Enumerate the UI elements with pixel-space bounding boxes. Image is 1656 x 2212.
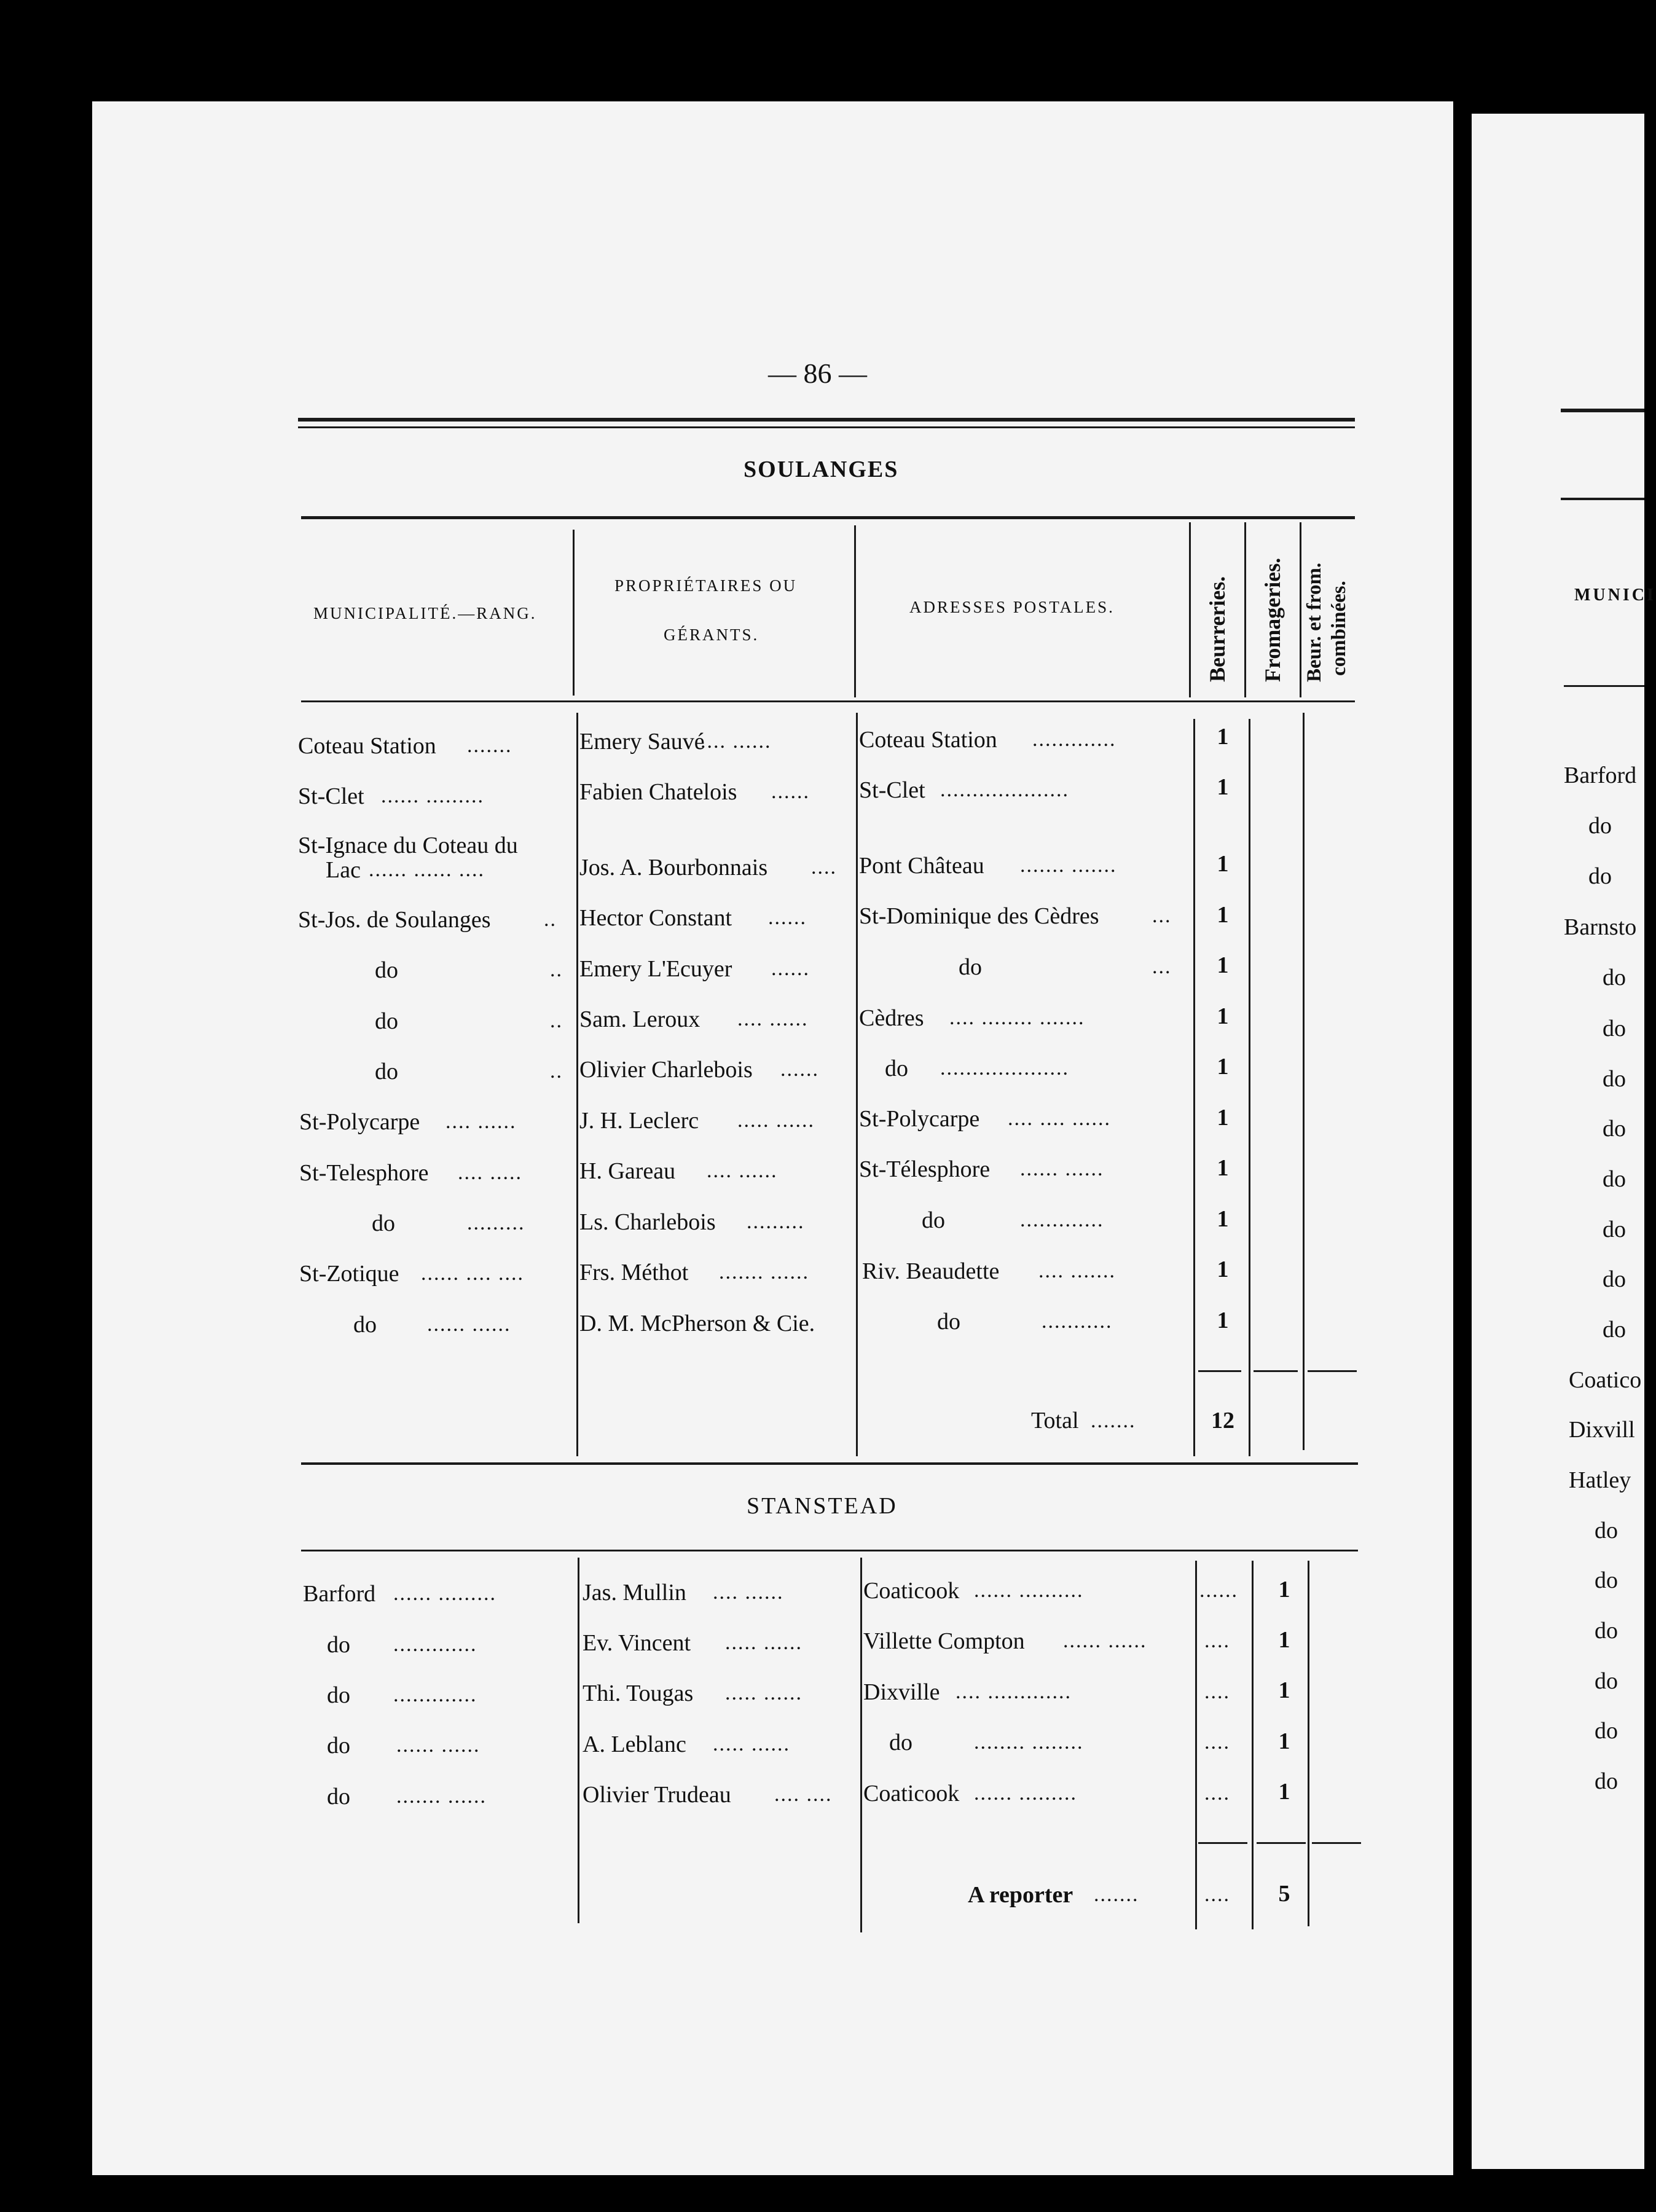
cell-adresse: do [922, 1207, 945, 1233]
leader-dots: ...... [771, 780, 810, 803]
leader-dots: ....... [467, 734, 512, 757]
cell-adresse: St-Dominique des Cèdres [859, 903, 1099, 929]
cell-proprietaire: Olivier Trudeau [583, 1782, 731, 1808]
leader-dots: ....... ...... [719, 1261, 809, 1284]
leader-dots: .... ............. [956, 1681, 1072, 1703]
facing-entry: do [1595, 1567, 1618, 1593]
leader-dots: ............. [393, 1684, 477, 1706]
leader-dots: ...... ......... [974, 1782, 1077, 1805]
cell-beurreries: 1 [1217, 1308, 1229, 1333]
cell-municipalite-cont: Lac [326, 857, 361, 883]
cell-beurreries: 1 [1217, 902, 1229, 928]
cell-municipalite: Coteau Station [298, 733, 436, 759]
leader-dots: .... [1204, 1883, 1230, 1906]
cell-beurreries: 1 [1217, 1155, 1229, 1181]
facing-entry: do [1603, 1066, 1626, 1092]
col-divider-2 [854, 525, 856, 697]
facing-entry: do [1595, 1518, 1618, 1543]
cell-proprietaire: A. Leblanc [583, 1732, 686, 1757]
cell-adresse: do [959, 954, 982, 980]
facing-entry: do [1603, 1016, 1626, 1041]
leader-dots: ...... .......... [974, 1579, 1084, 1602]
facing-entry: do [1603, 1266, 1626, 1292]
leader-dots: ...... [768, 906, 807, 929]
cell-beurreries: 1 [1217, 1054, 1229, 1080]
body-divider-1 [576, 713, 578, 1456]
facing-header: MUNICI [1574, 586, 1656, 605]
header-fromageries: Fromageries. [1260, 557, 1285, 682]
header-combinees-2: combinées. [1328, 581, 1350, 676]
col-divider-1 [573, 530, 575, 696]
section-divider [301, 1462, 1358, 1465]
cell-proprietaire: Jos. A. Bourbonnais [579, 855, 768, 880]
cell-proprietaire: Fabien Chatelois [579, 779, 737, 805]
leader-dots: ...... ......... [393, 1582, 496, 1605]
page-number: — 86 — [768, 358, 867, 389]
leader-dots: ........ ........ [974, 1731, 1084, 1754]
leader-dots: .... ........ ....... [949, 1006, 1085, 1029]
cell-beurreries: 1 [1217, 774, 1229, 800]
facing-entry: Barnsto [1564, 914, 1637, 940]
header-adresses: ADRESSES POSTALES. [909, 598, 1115, 616]
cell-adresse: Cèdres [859, 1005, 924, 1031]
cell-municipalite: do [375, 1008, 398, 1034]
leader-dots: .... ...... [700, 730, 772, 753]
cell-proprietaire: Ev. Vincent [583, 1630, 691, 1656]
facing-entry: do [1603, 1317, 1626, 1343]
cell-municipalite: Barford [303, 1581, 376, 1607]
cell-beurreries: 1 [1217, 1003, 1229, 1029]
facing-header-bottom [1564, 685, 1644, 687]
leader-dots: .... [1204, 1731, 1230, 1754]
leader-dots: .... ...... [737, 1008, 809, 1030]
cell-proprietaire: H. Gareau [579, 1158, 676, 1184]
leader-dots: .. [550, 1010, 563, 1032]
leader-dots: ...... [1199, 1579, 1238, 1602]
cell-municipalite: do [327, 1733, 350, 1759]
header-beurreries: Beurreries. [1205, 576, 1230, 682]
leader-dots: ...... ...... [396, 1734, 481, 1757]
leader-dots: ..... ...... [725, 1682, 802, 1704]
leader-dots: ...... ...... [1063, 1630, 1147, 1652]
st-divider-4 [1252, 1561, 1254, 1929]
leader-dots: .... ..... [458, 1161, 522, 1184]
carry-rule-1 [1198, 1842, 1247, 1844]
leader-dots: .................... [940, 1057, 1069, 1080]
header-proprietaires-line2: GÉRANTS. [664, 626, 759, 644]
cell-municipalite: St-Telesphore [299, 1160, 429, 1186]
facing-entry: do [1603, 1217, 1626, 1242]
cell-proprietaire: J. H. Leclerc [579, 1108, 699, 1134]
facing-entry: do [1603, 1166, 1626, 1192]
carry-fromageries: 5 [1278, 1881, 1290, 1907]
cell-adresse: Dixville [863, 1679, 940, 1705]
top-rule-thin [298, 426, 1355, 428]
leader-dots: .... ...... [713, 1581, 784, 1604]
cell-proprietaire: Thi. Tougas [583, 1681, 694, 1706]
facing-entry: do [1595, 1718, 1618, 1744]
cell-adresse: Coaticook [863, 1578, 960, 1604]
cell-adresse: do [937, 1309, 960, 1335]
facing-entry: do [1588, 863, 1612, 889]
leader-dots: .... [1204, 1782, 1230, 1805]
cell-fromageries: 1 [1278, 1577, 1290, 1602]
leader-dots: .... .... ...... [1008, 1107, 1111, 1130]
cell-proprietaire: Emery L'Ecuyer [579, 956, 732, 982]
header-bottom-rule [301, 700, 1355, 702]
cell-fromageries: 1 [1278, 1627, 1290, 1653]
body-divider-4 [1249, 719, 1250, 1456]
cell-beurreries: 1 [1217, 1206, 1229, 1232]
cell-adresse: St-Clet [859, 777, 925, 803]
leader-dots: ...... .... .... [421, 1262, 524, 1285]
body-divider-2 [856, 713, 858, 1456]
total-label: Total [1031, 1408, 1079, 1433]
total-rule-fromageries [1254, 1370, 1298, 1372]
cell-adresse: St-Télesphore [859, 1156, 991, 1182]
body-divider-5 [1303, 713, 1305, 1450]
body-divider-3 [1193, 719, 1195, 1456]
leader-dots: ... [1152, 955, 1172, 978]
header-top-rule [301, 516, 1355, 519]
leader-dots: ...... ...... [1020, 1158, 1104, 1180]
cell-beurreries: 1 [1217, 724, 1229, 750]
cell-proprietaire: Ls. Charlebois [579, 1209, 716, 1235]
cell-municipalite: do [353, 1312, 377, 1338]
st-divider-3 [1195, 1561, 1197, 1929]
cell-proprietaire: Sam. Leroux [579, 1006, 700, 1032]
section-title-soulanges: SOULANGES [744, 457, 899, 482]
total-rule-beurreries [1198, 1370, 1241, 1372]
carry-rule-2 [1257, 1842, 1306, 1844]
facing-entry: Coatico [1569, 1367, 1642, 1393]
cell-adresse: Villette Compton [863, 1628, 1025, 1654]
cell-municipalite: do [327, 1784, 350, 1810]
cell-proprietaire: D. M. McPherson & Cie. [579, 1311, 815, 1336]
facing-header-rule [1561, 498, 1644, 500]
facing-entry: Barford [1564, 763, 1637, 788]
st-divider-1 [578, 1558, 579, 1923]
cell-municipalite: St-Jos. de Soulanges [298, 907, 491, 933]
leader-dots: ..... ...... [725, 1631, 802, 1654]
cell-beurreries: 1 [1217, 851, 1229, 877]
col-divider-5 [1300, 522, 1301, 697]
leader-dots: .... [811, 856, 837, 879]
leader-dots: ... [1152, 904, 1172, 927]
col-divider-4 [1244, 522, 1246, 697]
facing-entry: Dixvill [1569, 1417, 1635, 1443]
leader-dots: ...... [780, 1058, 819, 1081]
facing-entry: do [1588, 813, 1612, 839]
leader-dots: .... [1204, 1630, 1230, 1652]
leader-dots: ........... [1042, 1310, 1113, 1333]
leader-dots: ...... ...... .... [369, 858, 485, 881]
cell-adresse: Coteau Station [859, 727, 997, 753]
section-title-stanstead: STANSTEAD [747, 1493, 898, 1519]
cell-beurreries: 1 [1217, 1257, 1229, 1282]
total-beurreries: 12 [1211, 1408, 1234, 1433]
stanstead-top-rule [301, 1550, 1358, 1551]
leader-dots: ............. [1032, 728, 1116, 751]
facing-entry: Hatley [1569, 1467, 1631, 1493]
leader-dots: ....... [1091, 1410, 1136, 1432]
leader-dots: .... ....... [1038, 1260, 1116, 1282]
total-rule-combinees [1308, 1370, 1357, 1372]
col-divider-3 [1189, 522, 1191, 697]
cell-proprietaire: Hector Constant [579, 905, 732, 931]
carry-rule-3 [1312, 1842, 1361, 1844]
cell-municipalite: St-Clet [298, 783, 364, 809]
cell-adresse: do [889, 1730, 912, 1755]
leader-dots: .... [1204, 1681, 1230, 1703]
cell-adresse: do [885, 1056, 908, 1081]
cell-municipalite: do [375, 957, 398, 983]
cell-adresse: St-Polycarpe [859, 1106, 980, 1132]
cell-municipalite: St-Zotique [299, 1261, 399, 1287]
leader-dots: ......... [467, 1212, 525, 1234]
header-combinees-1: Beur. et from. [1303, 562, 1325, 682]
leader-dots: ............. [1020, 1209, 1104, 1231]
leader-dots: ...... ......... [381, 785, 484, 807]
leader-dots: .... ...... [707, 1159, 778, 1182]
header-municipalite: MUNICIPALITÉ.—RANG. [313, 604, 537, 622]
leader-dots: .. [550, 1060, 563, 1083]
cell-proprietaire: Emery Sauvé [579, 729, 705, 755]
cell-municipalite: do [327, 1682, 350, 1708]
leader-dots: ..... ...... [713, 1733, 790, 1755]
leader-dots: .. [550, 959, 563, 981]
facing-entry: do [1603, 965, 1626, 990]
leader-dots: .... .... [774, 1783, 833, 1806]
leader-dots: .. [544, 908, 557, 931]
facing-entry: do [1595, 1618, 1618, 1644]
leader-dots: ......... [747, 1210, 805, 1233]
leader-dots: .................... [940, 779, 1069, 801]
cell-adresse: Pont Château [859, 853, 984, 879]
cell-municipalite: St-Polycarpe [299, 1109, 420, 1135]
cell-proprietaire: Olivier Charlebois [579, 1057, 753, 1083]
cell-municipalite: do [327, 1632, 350, 1658]
facing-entry: do [1603, 1116, 1626, 1142]
top-rule [298, 418, 1355, 422]
header-proprietaires-line1: PROPRIÉTAIRES OU [614, 576, 798, 595]
cell-fromageries: 1 [1278, 1779, 1290, 1805]
cell-beurreries: 1 [1217, 1105, 1229, 1131]
cell-municipalite: St-Ignace du Coteau du [298, 833, 518, 858]
facing-entry: do [1595, 1768, 1618, 1794]
carry-label: A reporter [968, 1882, 1073, 1908]
cell-adresse: Riv. Beaudette [862, 1258, 1000, 1284]
cell-proprietaire: Jas. Mullin [583, 1580, 686, 1606]
cell-adresse: Coaticook [863, 1781, 960, 1806]
facing-top-rule [1561, 409, 1644, 412]
leader-dots: ....... ....... [1020, 854, 1117, 877]
leader-dots: ..... ...... [737, 1109, 815, 1132]
leader-dots: ...... ...... [427, 1313, 511, 1336]
st-divider-5 [1308, 1561, 1309, 1926]
cell-proprietaire: Frs. Méthot [579, 1260, 689, 1285]
st-divider-2 [860, 1558, 862, 1932]
cell-municipalite: do [372, 1210, 395, 1236]
cell-beurreries: 1 [1217, 952, 1229, 978]
leader-dots: ....... ...... [396, 1785, 487, 1808]
leader-dots: ....... [1094, 1883, 1139, 1906]
leader-dots: ...... [771, 957, 810, 980]
facing-entry: do [1595, 1668, 1618, 1694]
cell-fromageries: 1 [1278, 1728, 1290, 1754]
leader-dots: ............. [393, 1633, 477, 1656]
cell-fromageries: 1 [1278, 1677, 1290, 1703]
leader-dots: .... ...... [445, 1110, 517, 1133]
cell-municipalite: do [375, 1059, 398, 1084]
